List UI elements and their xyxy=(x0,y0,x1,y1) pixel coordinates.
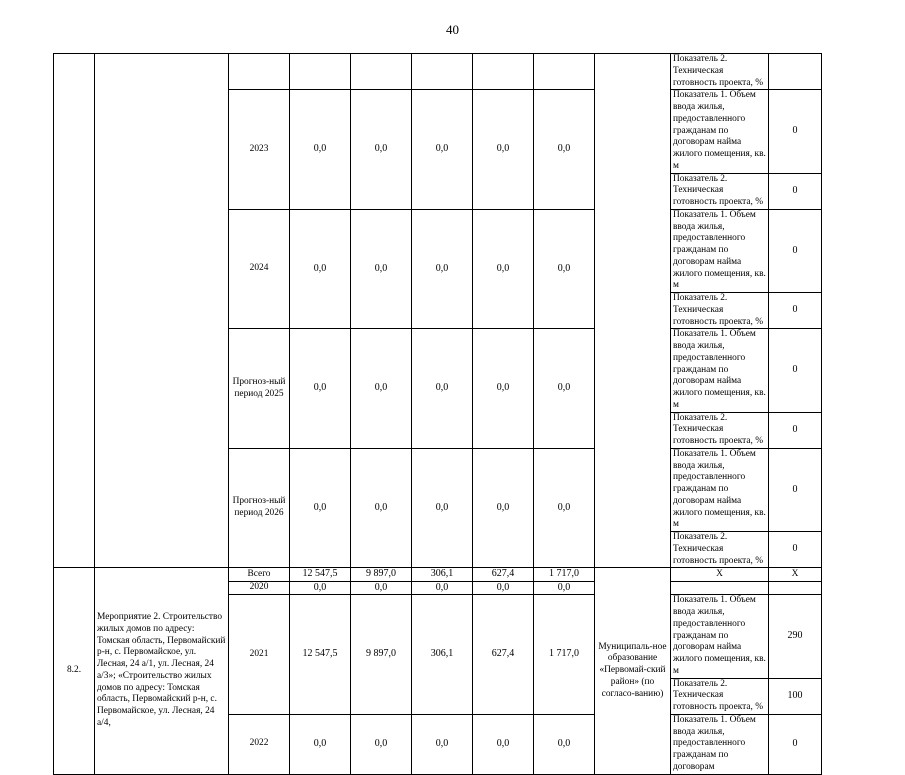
indicator-text: Показатель 2. Техническая готовность проекта, % xyxy=(671,54,769,90)
indicator-text: Показатель 2. Техническая готовность проекта, % xyxy=(671,293,769,329)
value-cell: 0,0 xyxy=(534,448,595,568)
indicator-empty xyxy=(671,581,769,595)
measure-number: 8.2. xyxy=(54,568,95,774)
year-cell: 2021 xyxy=(229,595,290,715)
value-cell: 0,0 xyxy=(473,90,534,210)
indicator-text: Показатель 1. Объем ввода жилья, предоставленного гражданам по договорам найма жилого помещения, кв. м xyxy=(671,209,769,292)
program-table xyxy=(53,53,822,775)
value-cell: 0,0 xyxy=(412,90,473,210)
value-cell: 0,0 xyxy=(534,90,595,210)
year-cell: Прогноз-ный период 2025 xyxy=(229,329,290,449)
year-cell: 2024 xyxy=(229,209,290,329)
cell-name-prev xyxy=(95,54,229,568)
value-cell: 0,0 xyxy=(351,209,412,329)
indicator-value: 100 xyxy=(769,678,822,714)
value-cell: 0,0 xyxy=(473,581,534,595)
value-cell: 0,0 xyxy=(473,448,534,568)
indicator-empty-value xyxy=(769,581,822,595)
value-cell: 0,0 xyxy=(351,90,412,210)
indicator-text: Показатель 1. Объем ввода жилья, предоставленного гражданам по договорам найма жилого помещения, кв. м xyxy=(671,329,769,412)
indicator-value: 0 xyxy=(769,293,822,329)
year-cell: Прогноз-ный период 2026 xyxy=(229,448,290,568)
value-cell: 0,0 xyxy=(412,714,473,774)
indicator-value: 0 xyxy=(769,329,822,412)
indicator-total-value: X xyxy=(769,568,822,582)
value-cell: 0,0 xyxy=(351,448,412,568)
value-cell: 306,1 xyxy=(412,595,473,715)
value-cell: 0,0 xyxy=(351,329,412,449)
measure-name: Мероприятие 2. Строительство жилых домов по адресу: Томская область, Первомайский р-н, с. Первомайское, ул. Лесная, 24 а/1, ул. Лесная, 24 а/3»; «Строительство жилых домов по адресу: Томская область, Первомайский р-н, с. Первомайское, ул. Лесная, 24 а/4, xyxy=(95,568,229,774)
value-cell: 0,0 xyxy=(473,329,534,449)
indicator-text: Показатель 1. Объем ввода жилья, предоставленного гражданам по договорам найма жилого помещения, кв. м xyxy=(671,448,769,531)
indicator-text: Показатель 1. Объем ввода жилья, предоставленного гражданам по договорам найма жилого помещения, кв. м xyxy=(671,595,769,678)
value-cell: 0,0 xyxy=(290,448,351,568)
value-cell: 0,0 xyxy=(351,581,412,595)
cell-number-prev xyxy=(54,54,95,568)
value-cell: 0,0 xyxy=(290,209,351,329)
indicator-value: 0 xyxy=(769,714,822,774)
value-cell: 0,0 xyxy=(412,448,473,568)
value-cell: 627,4 xyxy=(473,568,534,582)
indicator-value: 0 xyxy=(769,532,822,568)
value-cell: 12 547,5 xyxy=(290,595,351,715)
indicator-text: Показатель 2. Техническая готовность проекта, % xyxy=(671,173,769,209)
value-cell: 0,0 xyxy=(290,714,351,774)
indicator-value xyxy=(769,54,822,90)
year-cell: 2020 xyxy=(229,581,290,595)
value-cell: 0,0 xyxy=(534,209,595,329)
indicator-text: Показатель 1. Объем ввода жилья, предоставленного гражданам по договорам xyxy=(671,714,769,774)
indicator-text: Показатель 2. Техническая готовность проекта, % xyxy=(671,412,769,448)
measure-executor: Муниципаль-ное образование «Первомай-ский район» (по согласо-ванию) xyxy=(595,568,671,774)
indicator-text: Показатель 1. Объем ввода жилья, предоставленного гражданам по договорам найма жилого помещения, кв. м xyxy=(671,90,769,173)
value-cell: 0,0 xyxy=(290,90,351,210)
indicator-value: 0 xyxy=(769,209,822,292)
value-cell: 9 897,0 xyxy=(351,568,412,582)
indicator-value: 0 xyxy=(769,448,822,531)
indicator-value: 0 xyxy=(769,90,822,173)
cell-executor-prev xyxy=(595,54,671,568)
page-number: 40 xyxy=(446,22,459,37)
indicator-value: 0 xyxy=(769,173,822,209)
value-cell: 12 547,5 xyxy=(290,568,351,582)
indicator-value: 0 xyxy=(769,412,822,448)
value-cell: 627,4 xyxy=(473,595,534,715)
indicator-total: X xyxy=(671,568,769,582)
value-cell: 1 717,0 xyxy=(534,568,595,582)
indicator-text: Показатель 2. Техническая готовность проекта, % xyxy=(671,532,769,568)
value-cell: 0,0 xyxy=(290,581,351,595)
value-cell: 0,0 xyxy=(412,209,473,329)
year-cell: 2023 xyxy=(229,90,290,210)
year-cell: Всего xyxy=(229,568,290,582)
value-cell: 0,0 xyxy=(290,329,351,449)
year-cell: 2022 xyxy=(229,714,290,774)
value-cell: 0,0 xyxy=(412,581,473,595)
cell-year-cont xyxy=(229,54,290,90)
indicator-value: 290 xyxy=(769,595,822,678)
value-cell: 0,0 xyxy=(351,714,412,774)
value-cell: 306,1 xyxy=(412,568,473,582)
value-cell: 9 897,0 xyxy=(351,595,412,715)
value-cell: 0,0 xyxy=(473,714,534,774)
value-cell: 0,0 xyxy=(412,329,473,449)
indicator-text: Показатель 2. Техническая готовность проекта, % xyxy=(671,678,769,714)
value-cell: 1 717,0 xyxy=(534,595,595,715)
value-cell: 0,0 xyxy=(534,329,595,449)
value-cell: 0,0 xyxy=(534,714,595,774)
value-cell: 0,0 xyxy=(534,581,595,595)
value-cell: 0,0 xyxy=(473,209,534,329)
